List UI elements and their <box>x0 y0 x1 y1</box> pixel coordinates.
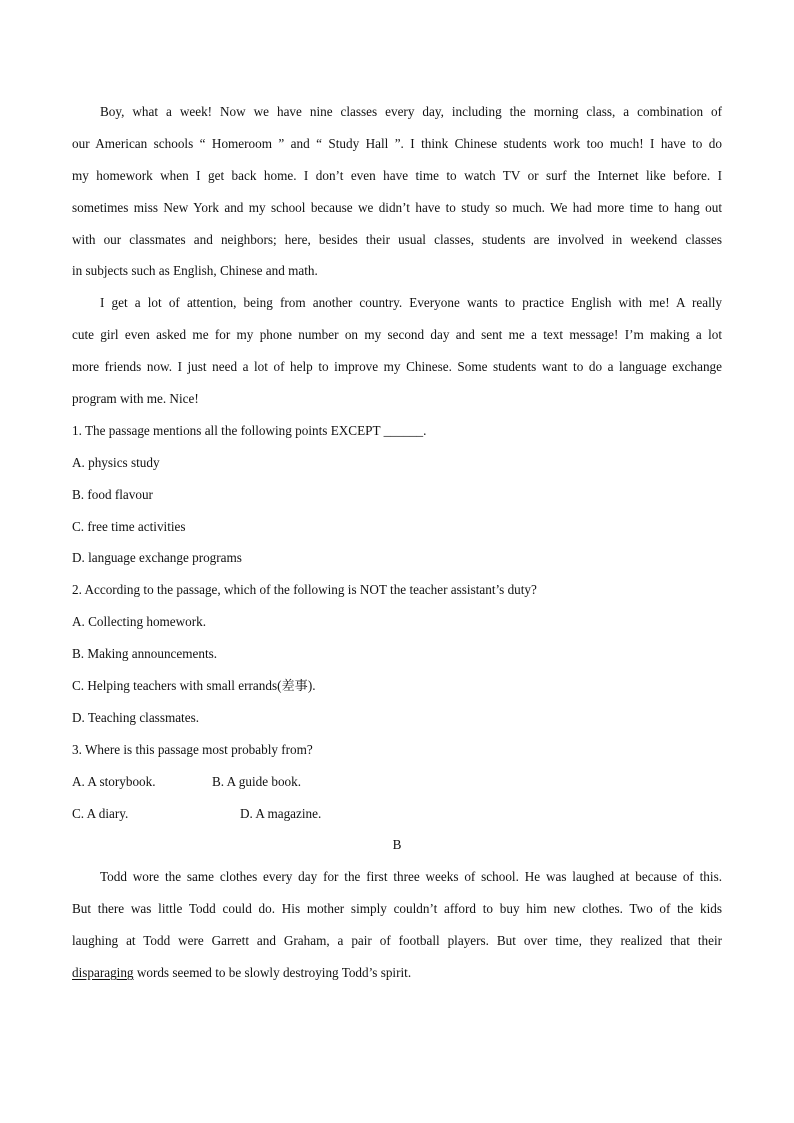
answer-option: B. A guide book. <box>212 773 302 789</box>
question-stem: 3. Where is this passage most probably from? <box>72 741 313 757</box>
text-line: But there was little Todd could do. His mother simply couldn’t afford to buy him new clothes. Two of the kids <box>72 901 722 917</box>
text-line: Todd wore the same clothes every day for the first three weeks of school. He was laughed at because of this. <box>100 869 722 885</box>
text-line <box>72 957 722 989</box>
underlined-word: disparaging <box>72 965 134 981</box>
text-line: cute girl even asked me for my phone number on my second day and sent me a text message! I’m making a lot <box>72 327 722 343</box>
answer-option: C. A diary. <box>72 805 129 821</box>
answer-option: B. Making announcements. <box>72 646 218 662</box>
answer-option: A. Collecting homework. <box>72 614 207 630</box>
answer-options-row <box>72 766 722 798</box>
question-3 <box>72 734 722 830</box>
answer-option: D. language exchange programs <box>72 550 242 566</box>
text-line: my homework when I get back home. I don’t even have time to watch TV or surf the Internet like before. I <box>72 167 722 183</box>
text-line: in subjects such as English, Chinese and math. <box>72 263 318 279</box>
text-line: with our classmates and neighbors; here, besides their usual classes, students are involved in weekend classes <box>72 231 722 247</box>
text-line-rest: words seemed to be slowly destroying Todd’s spirit. <box>133 965 412 981</box>
text-line: sometimes miss New York and my school because we didn’t have to study so much. We had more time to hang out <box>72 199 722 215</box>
text-line: I get a lot of attention, being from another country. Everyone wants to practice English with me! A really <box>100 295 722 311</box>
passage-b-paragraph <box>72 861 722 989</box>
answer-option: C. free time activities <box>72 518 186 534</box>
answer-option: A. physics study <box>72 454 160 470</box>
text-line: our American schools “ Homeroom ” and “ Study Hall ”. I think Chinese students work too much! I have to do <box>72 135 722 151</box>
answer-options-row <box>72 798 722 830</box>
question-1 <box>72 415 722 574</box>
question-2 <box>72 574 722 733</box>
answer-option: D. Teaching classmates. <box>72 709 200 725</box>
answer-option: B. food flavour <box>72 486 153 502</box>
text-line: laughing at Todd were Garrett and Graham, a pair of football players. But over time, they realized that their <box>72 933 722 949</box>
passage-a-paragraph-1 <box>72 96 722 287</box>
answer-option: C. Helping teachers with small errands(差事). <box>72 678 316 694</box>
question-stem: 2. According to the passage, which of the following is NOT the teacher assistant’s duty? <box>72 582 537 598</box>
text-line: program with me. Nice! <box>72 391 199 407</box>
section-b-heading: B <box>392 837 402 853</box>
text-line: more friends now. I just need a lot of help to improve my Chinese. Some students want to do a language exchange <box>72 359 722 375</box>
text-line: Boy, what a week! Now we have nine classes every day, including the morning class, a combination of <box>100 104 722 119</box>
answer-option: A. A storybook. <box>72 773 156 789</box>
question-stem: 1. The passage mentions all the following points EXCEPT ______. <box>72 422 427 438</box>
passage-a-paragraph-2 <box>72 287 722 415</box>
document-page <box>72 96 722 989</box>
answer-option: D. A magazine. <box>240 805 322 821</box>
